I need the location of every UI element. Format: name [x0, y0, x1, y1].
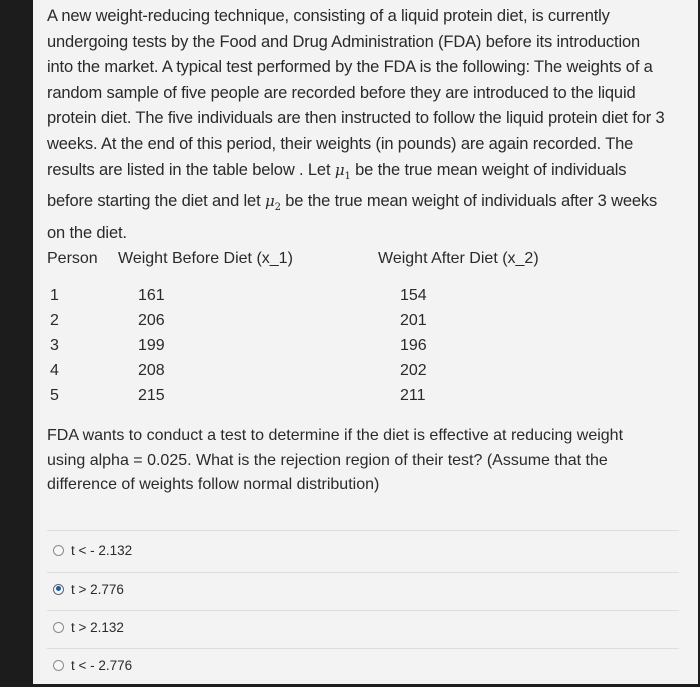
- mu1-letter: μ: [334, 160, 345, 179]
- radio-button[interactable]: [53, 660, 64, 671]
- table-cell-person: 5: [50, 387, 59, 404]
- table-header-after: Weight After Diet (x_2): [378, 250, 539, 267]
- mu2-subscript: 2: [274, 202, 281, 214]
- table-cell-person: 2: [50, 312, 59, 329]
- divider: [47, 648, 679, 649]
- mu1-symbol: [334, 160, 351, 182]
- table-cell-before: 208: [138, 362, 165, 379]
- option-t-less-neg-2132[interactable]: [53, 540, 132, 560]
- divider: [47, 530, 679, 531]
- radio-button-selected[interactable]: [53, 584, 64, 595]
- table-cell-after: 154: [400, 287, 427, 304]
- table-cell-before: 199: [138, 337, 165, 354]
- question-page: [33, 0, 698, 687]
- option-label: t < - 2.776: [71, 657, 133, 673]
- divider: [47, 610, 679, 611]
- table-cell-person: 3: [50, 337, 59, 354]
- question-part2: be the true mean weight of individuals before starting the diet and let: [47, 160, 627, 211]
- radio-button[interactable]: [53, 622, 64, 633]
- table-cell-after: 201: [400, 312, 427, 329]
- table-cell-before: 161: [138, 287, 165, 304]
- table-header-person: Person: [47, 250, 98, 267]
- mu1-subscript: 1: [344, 170, 351, 182]
- table-cell-person: 1: [50, 287, 59, 304]
- table-cell-after: 211: [400, 387, 426, 404]
- option-label: t > 2.776: [71, 581, 124, 597]
- table-cell-person: 4: [50, 362, 59, 379]
- table-header-before: Weight Before Diet (x_1): [118, 250, 293, 267]
- question-prompt: FDA wants to conduct a test to determine if the diet is effective at reducing weight using alpha = 0.025. What is the rejection region of their test? (Assume that the difference of weights follow normal distribution): [47, 427, 624, 493]
- table-cell-before: 215: [138, 387, 165, 404]
- question-text: [47, 4, 667, 246]
- option-label: t > 2.132: [71, 619, 124, 635]
- question-part3: be the true mean weight of individuals after 3 weeks on the diet.: [47, 192, 658, 242]
- table-cell-before: 206: [138, 312, 165, 329]
- radio-button[interactable]: [53, 545, 64, 556]
- mu2-symbol: [264, 192, 281, 214]
- mu2-letter: μ: [264, 192, 275, 211]
- question-part1: A new weight-reducing technique, consisting of a liquid protein diet, is currently undergoing tests by the Food and Drug Administration (FDA) before its introduction into the market. A typical test performed by the FDA is the following: The weights of a random sample of five people are recorded before they are introduced to the liquid protein diet. The five individuals are then instructed to follow the liquid protein diet for 3 weeks. At the end of this period, their weights (in pounds) are again recorded. The results are listed in the table below . Let: [47, 7, 665, 179]
- option-label: t < - 2.132: [71, 542, 133, 558]
- table-cell-after: 196: [400, 337, 427, 354]
- divider: [47, 572, 679, 573]
- option-t-less-neg-2776[interactable]: [53, 655, 132, 675]
- option-t-greater-2132[interactable]: [53, 617, 124, 637]
- option-t-greater-2776[interactable]: [53, 579, 124, 599]
- table-cell-after: 202: [400, 362, 427, 379]
